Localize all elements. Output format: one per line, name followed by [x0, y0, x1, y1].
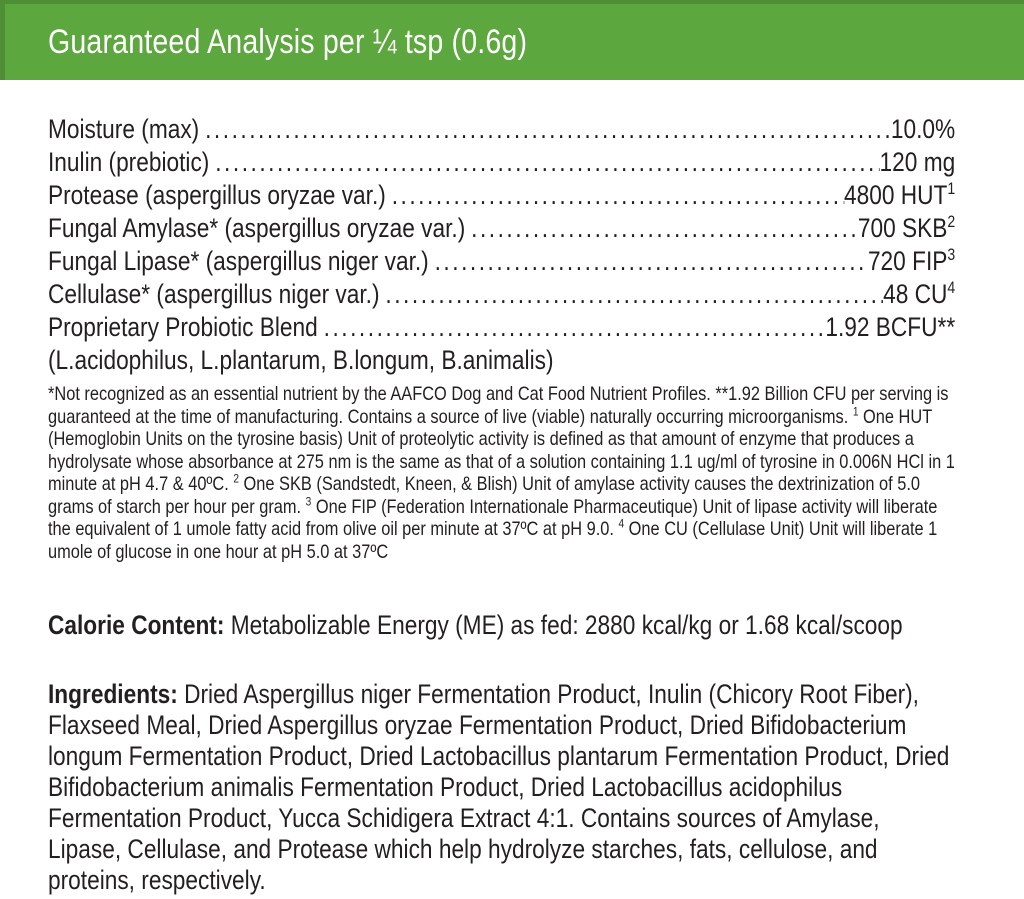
footnote-marker: 4: [618, 516, 625, 531]
analysis-row-probiotic-blend: [48, 311, 955, 344]
analysis-value: 48 $CU^4$: [883, 278, 956, 309]
calorie-content-line: [48, 609, 955, 642]
analysis-value: 1.92 BCFU**: [825, 312, 956, 342]
footnote-marker: 2: [233, 471, 239, 486]
footnotes-paragraph: [48, 383, 955, 563]
footnote-marker: 2: [947, 212, 956, 231]
dot-leader: [209, 146, 879, 179]
analysis-row-protease: [48, 179, 955, 212]
footnote-text: One HUT (Hemoglobin Units on the tyrosine basis) Unit of proteolytic activity is defined as that amount of enzyme that produces a hydrolysate whose absorbance at 275 nm is the same as that of a solution containing 1.1 ug/ml of tyrosine in 0.006N HCl in 1 minute at pH 4.7 & 40ºC.: [48, 405, 955, 495]
footnote-marker: 1: [852, 404, 859, 418]
label-body: [0, 80, 1024, 896]
footnote-marker: 4: [947, 278, 956, 297]
analysis-value: 10.0%: [890, 114, 956, 144]
calorie-content-value: Metabolizable Energy (ME) as fed: 2880 kcal/kg or 1.68 kcal/scoop: [224, 610, 903, 640]
footnote-marker: 1: [947, 179, 956, 198]
dot-leader: [380, 278, 884, 311]
analysis-label: Protease (aspergillus oryzae var.): [48, 180, 386, 210]
analysis-value: 720 FIP$^3$: [867, 245, 956, 276]
analysis-label: Inulin (prebiotic): [48, 147, 210, 177]
footnote-text: One SKB (Sandstedt, Kneen, & Blish) Unit of amylase activity causes the dextrinization of 5.0 grams of starch per hour per gram.: [48, 473, 921, 518]
probiotic-strains-list: (L.acidophilus, L.plantarum, B.longum, B.animalis): [48, 345, 554, 375]
analysis-row-cellulase: [48, 278, 955, 311]
analysis-value: 700 SKB$^2$: [857, 212, 956, 243]
footnote-marker: 3: [305, 494, 312, 508]
footnote-text: One CU (Cellulase Unit) Unit will liberate 1 umole of glucose in one hour at pH 5.0 at 37ºC: [48, 518, 938, 563]
analysis-row-fungal-amylase: [48, 212, 955, 245]
dot-leader: [318, 311, 826, 344]
analysis-label: Cellulase* (aspergillus niger var.): [48, 279, 380, 309]
dot-leader: [429, 245, 868, 278]
analysis-row-moisture: [48, 113, 955, 146]
analysis-value: 4800 HUT$^1$: [844, 179, 956, 210]
footnote-text: One FIP (Federation Internationale Pharmaceutique) Unit of lipase activity will liberate the equivalent of 1 umole fatty acid from olive oil per minute at 37ºC at pH 9.0.: [48, 495, 938, 540]
ingredients-paragraph: [48, 679, 955, 896]
analysis-row-inulin: [48, 146, 955, 179]
footnote-marker: 3: [947, 245, 956, 264]
calorie-content-label: Calorie Content:: [48, 610, 225, 640]
analysis-label: Proprietary Probiotic Blend: [48, 312, 318, 342]
header-band: [0, 0, 1024, 80]
analysis-label: Fungal Amylase* (aspergillus oryzae var.): [48, 213, 466, 243]
dot-leader: [386, 179, 844, 212]
analysis-row-fungal-lipase: [48, 245, 955, 278]
ingredients-label: Ingredients:: [48, 679, 178, 709]
analysis-value: 120 mg: [879, 147, 956, 177]
dot-leader: [465, 212, 858, 245]
footnote-text: *Not recognized as an essential nutrient by the AAFCO Dog and Cat Food Nutrient Profiles. **1.92 Billion CFU per serving is guaranteed at the time of manufacturing. Contains a source of live (viable) naturally occurring microorganisms.: [48, 383, 949, 428]
dot-leader: [199, 113, 891, 146]
analysis-label: Moisture (max): [48, 114, 200, 144]
ingredients-text: Dried Aspergillus niger Fermentation Product, Inulin (Chicory Root Fiber), Flaxseed Meal, Dried Aspergillus oryzae Fermentation Product, Dried Bifidobacterium longum Fermentation Product, Dried Lactobacillus plantarum Fermentation Product, Dried Bifidobacterium animalis Fermentation Product, Dried Lactobacillus acidophilus Fermentation Product, Yucca Schidigera Extract 4:1. Contains sources of Amylase, Lipase, Cellulase, and Protease which help hydrolyze starches, fats, cellulose, and proteins, respectively.: [48, 679, 950, 895]
page-title: Guaranteed Analysis per ¼ tsp (0.6g): [48, 22, 528, 61]
guaranteed-analysis-table: [48, 113, 955, 377]
analysis-label: Fungal Lipase* (aspergillus niger var.): [48, 246, 429, 276]
